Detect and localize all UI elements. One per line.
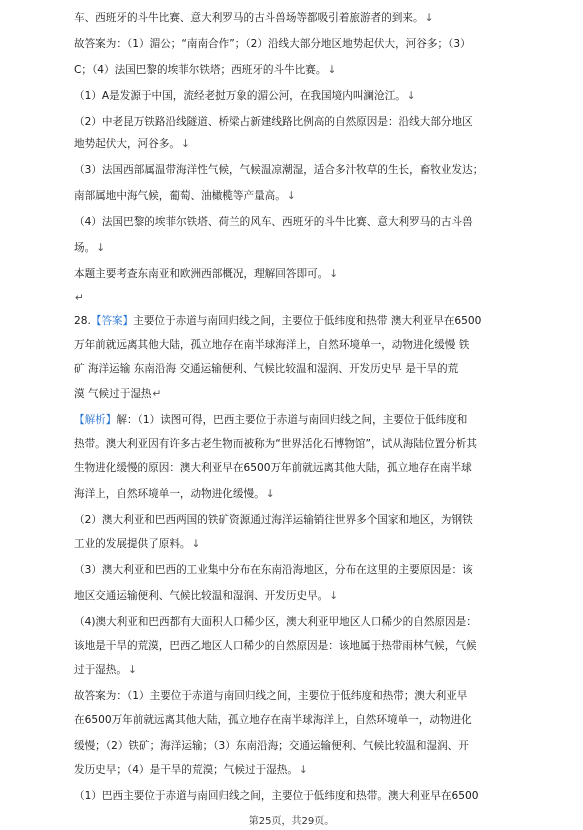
- text-line-content: 生物进化缓慢的原因：澳大利亚早在6500万年前就远离其他大陆，孤立地存在南半球: [74, 462, 472, 474]
- text-line-content: 地势起伏大，河谷多。: [74, 138, 180, 150]
- text-line: [74, 291, 504, 305]
- text-line-content: 场。: [74, 242, 96, 254]
- text-line-content: 故答案为：（1）主要位于赤道与南回归线之间，主要位于低纬度和热带；澳大利亚早: [74, 690, 468, 702]
- text-line: [74, 437, 504, 451]
- text-line-content: 南部属地中海气候，葡萄、油橄榄等产量高。: [74, 190, 286, 202]
- text-line-content: 28.【答案】主要位于赤道与南回归线之间，主要位于低纬度和热带 澳大利亚早在6500: [74, 315, 482, 327]
- text-line: [74, 215, 504, 229]
- paragraph-mark: ↓: [191, 538, 201, 550]
- text-line: [74, 387, 504, 401]
- text-line-content: 地区交通运输便利、气候比较温和湿润、开发历史早。: [74, 590, 329, 602]
- text-line: [74, 413, 504, 427]
- text-line-content: （4)澳大利亚和巴西都有大面积人口稀少区，澳大利亚甲地区人口稀少的自然原因是：: [74, 616, 477, 628]
- text-line: [74, 137, 504, 151]
- text-line-content: 车、西班牙的斗牛比赛、意大利罗马的古斗兽场等都吸引着旅游者的到来。: [74, 12, 424, 24]
- text-line-content: （3）法国西部属温带海洋性气候，气候温凉潮湿，适合多汁牧草的生长，畜牧业发达；: [74, 164, 484, 176]
- text-line-content: 工业的发展提供了原料。: [74, 538, 191, 550]
- text-line: [74, 189, 504, 203]
- text-line: [74, 37, 504, 51]
- text-line: [74, 267, 504, 281]
- text-line: [74, 461, 504, 475]
- text-line: [74, 763, 504, 777]
- text-line: [74, 163, 504, 177]
- text-line-content: 矿 海洋运输 东南沿海 交通运输便利、气候比较温和湿润、开发历史早 是干旱的荒: [74, 363, 459, 375]
- text-line-content: 缓慢；（2）铁矿；海洋运输；（3）东南沿海；交通运输便利、气候比较温和湿润、开: [74, 740, 469, 752]
- paragraph-mark: ↵: [152, 388, 162, 400]
- text-line: [74, 89, 504, 103]
- text-line: [74, 513, 504, 527]
- paragraph-mark: ↓: [329, 268, 339, 280]
- text-line: [74, 241, 504, 255]
- section-tag: 【解析】: [74, 414, 117, 426]
- text-line: [74, 713, 504, 727]
- text-line-content: 【解析】解：（1）读图可得，巴西主要位于赤道与南回归线之间，主要位于低纬度和: [74, 414, 468, 426]
- text-line: [74, 789, 504, 803]
- paragraph-mark: ↓: [265, 488, 275, 500]
- text-line: [74, 689, 504, 703]
- text-line: [74, 314, 504, 328]
- text-line-content: 故答案为：（1）湄公；“南南合作”；（2）沿线大部分地区地势起伏大，河谷多；（3）: [74, 38, 471, 50]
- text-line: [74, 589, 504, 603]
- text-line-content: （3）澳大利亚和巴西的工业集中分布在东南沿海地区，分布在这里的主要原因是：该: [74, 564, 473, 576]
- paragraph-mark: ↓: [180, 138, 190, 150]
- text-line: [74, 115, 504, 129]
- text-line: [74, 362, 504, 376]
- paragraph-mark: ↓: [406, 90, 416, 102]
- text-line: [74, 639, 504, 653]
- text-line-content: 热带。澳大利亚因有许多古老生物而被称为“世界活化石博物馆”，试从海陆位置分析其: [74, 438, 477, 450]
- paragraph-mark: ↓: [329, 590, 339, 602]
- text-line-content: 该地是干旱的荒漠，巴西乙地区人口稀少的自然原因是：该地属于热带雨林气候，气候: [74, 640, 477, 652]
- text-line: [74, 63, 504, 77]
- text-line-content: 在6500万年前就远离其他大陆，孤立地存在南半球海洋上，自然环境单一，动物进化: [74, 714, 472, 726]
- text-line-content: （2）澳大利亚和巴西两国的铁矿资源通过海洋运输销往世界多个国家和地区，为钢铁: [74, 514, 473, 526]
- paragraph-mark: ↓: [298, 764, 308, 776]
- paragraph-mark: ↓: [424, 12, 434, 24]
- text-line: [74, 563, 504, 577]
- text-line: [74, 739, 504, 753]
- text-line-content: （1）巴西主要位于赤道与南回归线之间，主要位于低纬度和热带。澳大利亚早在6500: [74, 790, 479, 802]
- text-line-content: 海洋上，自然环境单一，动物进化缓慢。: [74, 488, 265, 500]
- text-line-content: C；（4）法国巴黎的埃菲尔铁塔；西班牙的斗牛比赛。: [74, 64, 327, 76]
- text-line-content: （1）A是发源于中国，流经老挝万象的湄公河，在我国境内叫澜沧江。: [74, 90, 406, 102]
- text-line: [74, 11, 504, 25]
- text-line-content: 过于湿热。: [74, 664, 127, 676]
- text-line: [74, 537, 504, 551]
- text-line-content: （2）中老昆万铁路沿线隧道、桥梁占新建线路比例高的自然原因是：沿线大部分地区: [74, 116, 473, 128]
- paragraph-mark: ↓: [327, 64, 337, 76]
- section-tag: 【答案】: [90, 315, 134, 327]
- text-line-content: 万年前就远离其他大陆，孤立地存在南半球海洋上，自然环境单一，动物进化缓慢 铁: [74, 339, 470, 351]
- paragraph-mark: ↓: [127, 664, 137, 676]
- paragraph-mark: ↓: [96, 242, 106, 254]
- text-line: [74, 663, 504, 677]
- text-line-content: 本题主要考查东南亚和欧洲西部概况，理解回答即可。: [74, 268, 329, 280]
- text-line-content: 发历史早；（4）是干旱的荒漠；气候过于湿热。: [74, 764, 298, 776]
- paragraph-mark: ↵: [75, 292, 84, 304]
- text-line-content: 漠 气候过于湿热: [74, 388, 152, 400]
- text-line: [74, 338, 504, 352]
- text-line-content: （4）法国巴黎的埃菲尔铁塔、荷兰的风车、西班牙的斗牛比赛、意大利罗马的古斗兽: [74, 216, 473, 228]
- text-line: [74, 615, 504, 629]
- text-line: [74, 487, 504, 501]
- page-footer: 第25页，共29页。: [248, 816, 335, 827]
- paragraph-mark: ↓: [286, 190, 296, 202]
